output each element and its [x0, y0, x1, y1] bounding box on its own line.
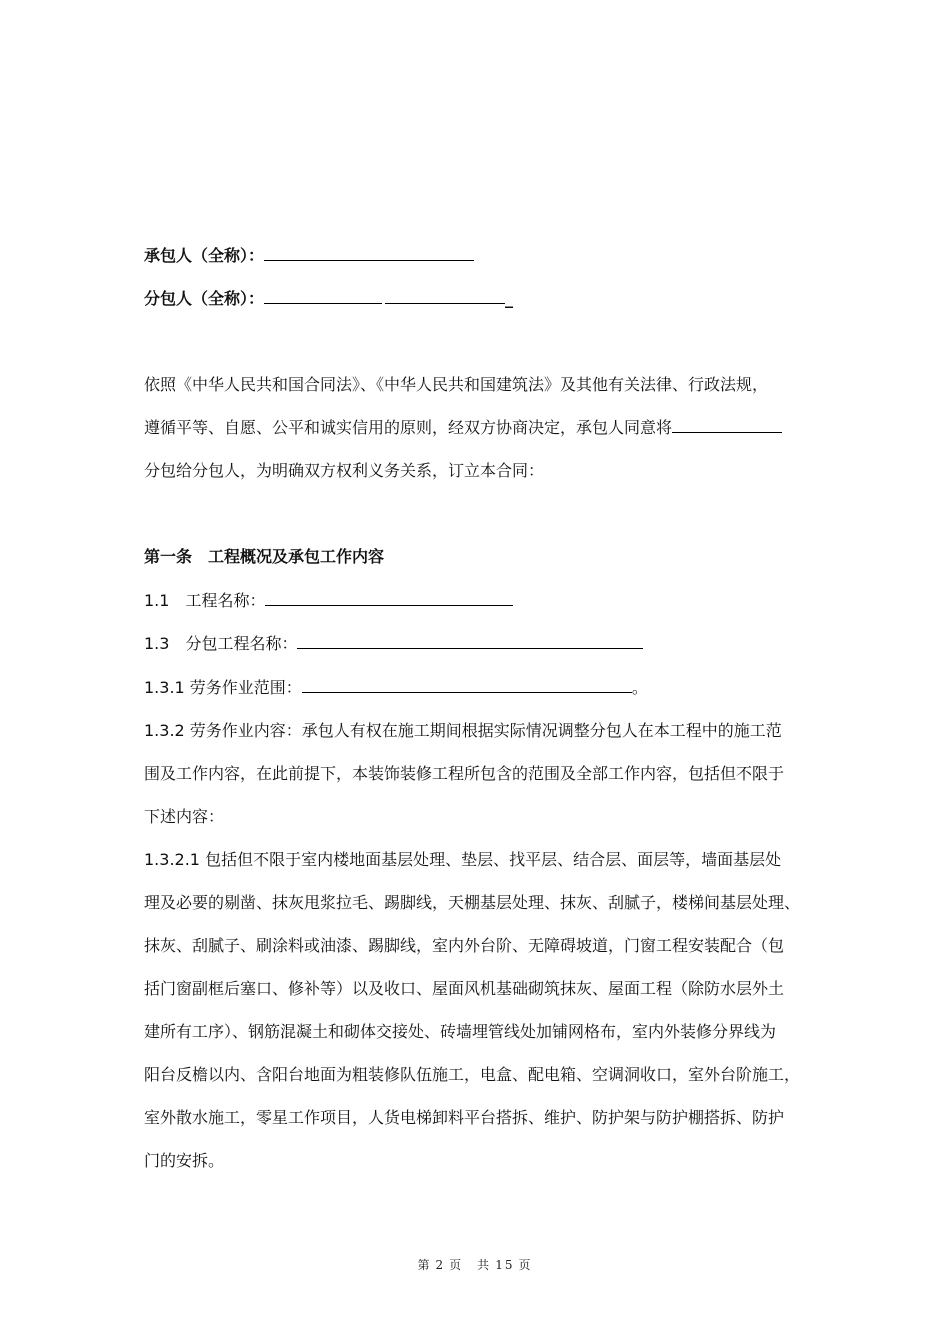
labor-scope-blank-3[interactable] — [558, 677, 632, 693]
subcontractor-label: 分包人（全称）： — [144, 289, 265, 308]
preamble-line-3: 分包给分包人，为明确双方权利义务关系，订立本合同： — [144, 461, 545, 480]
subcontractor-trailing-mark: _ — [505, 289, 514, 308]
item-1-1-label: 1.1 工程名称： — [144, 591, 266, 610]
footer-page-number: 2 — [435, 1258, 446, 1272]
item-1-3-2-1-line-7: 室外散水施工，零星工作项目，人货电梯卸料平台搭拆、维护、防护架与防护棚搭拆、防护 — [144, 1108, 785, 1127]
item-1-3-1 — [144, 677, 648, 699]
item-1-3-label: 1.3 分包工程名称： — [144, 634, 298, 653]
project-name-blank-2[interactable] — [445, 590, 513, 606]
item-1-3-2-1-line-8: 门的安拆。 — [144, 1151, 225, 1170]
footer-middle: 页 共 — [449, 1258, 492, 1272]
footer-suffix: 页 — [518, 1258, 533, 1272]
preamble-line-2-text: 遵循平等、自愿、公平和诚实信用的原则，经双方协商决定，承包人同意将 — [144, 418, 673, 437]
preamble-line-1: 依照《中华人民共和国合同法》、《中华人民共和国建筑法》及其他有关法律、行政法规， — [144, 375, 769, 394]
subproject-name-blank-2[interactable] — [347, 633, 527, 649]
project-scope-blank[interactable] — [672, 417, 782, 433]
item-1-3-1-label: 1.3.1 劳务作业范围： — [144, 678, 302, 697]
item-1-3-2-1-line-1: 1.3.2.1 包括但不限于室内楼地面基层处理、垫层、找平层、结合层、面层等，墙面基层处 — [144, 850, 782, 869]
item-1-3-2-1-line-6: 阳台反檐以内、含阳台地面为粗装修队伍施工，电盒、配电箱、空调洞收口，室外台阶施工， — [144, 1065, 801, 1084]
labor-scope-blank-1[interactable] — [302, 677, 318, 693]
subcontractor-blank-1[interactable] — [264, 288, 382, 304]
subcontractor-line — [144, 288, 513, 310]
subproject-name-blank-3[interactable] — [527, 633, 643, 649]
item-1-3-2-line-2: 围及工作内容，在此前提下，本装饰装修工程所包含的范围及全部工作内容，包括但不限于 — [144, 764, 785, 783]
preamble-line-2 — [144, 417, 782, 439]
project-name-blank-1[interactable] — [265, 590, 445, 606]
contractor-label: 承包人（全称）： — [144, 246, 265, 265]
item-1-3-2-1-line-2: 理及必要的剔凿、抹灰甩浆拉毛、踢脚线，天棚基层处理、抹灰、刮腻子，楼梯间基层处理、 — [144, 893, 801, 912]
labor-scope-end: 。 — [631, 678, 648, 697]
footer-prefix: 第 — [417, 1258, 432, 1272]
subproject-name-blank-1[interactable] — [297, 633, 347, 649]
footer-total-pages: 15 — [495, 1258, 515, 1272]
item-1-3-2-1-line-5: 建所有工序）、钢筋混凝土和砌体交接处、砖墙埋管线处加铺网格布，室内外装修分界线为 — [144, 1022, 777, 1041]
article-1-title: 第一条 工程概况及承包工作内容 — [144, 547, 385, 566]
item-1-3-2-1-line-3: 抹灰、刮腻子、刷涂料或油漆、踢脚线，室内外台阶、无障碍坡道，门窗工程安装配合（包 — [144, 936, 785, 955]
item-1-3-2-line-1: 1.3.2 劳务作业内容：承包人有权在施工期间根据实际情况调整分包人在本工程中的施工范 — [144, 721, 782, 740]
item-1-3-2-1-line-4: 括门窗副框后塞口、修补等）以及收口、屋面风机基础砌筑抹灰、屋面工程（除防水层外土 — [144, 979, 785, 998]
subcontractor-blank-2[interactable] — [385, 288, 505, 304]
labor-scope-blank-2[interactable] — [318, 677, 558, 693]
item-1-3 — [144, 633, 643, 655]
item-1-3-2-line-3: 下述内容： — [144, 807, 225, 826]
item-1-1 — [144, 590, 513, 612]
page-footer — [0, 1256, 950, 1273]
contractor-blank[interactable] — [264, 245, 474, 261]
contractor-line — [144, 245, 474, 267]
